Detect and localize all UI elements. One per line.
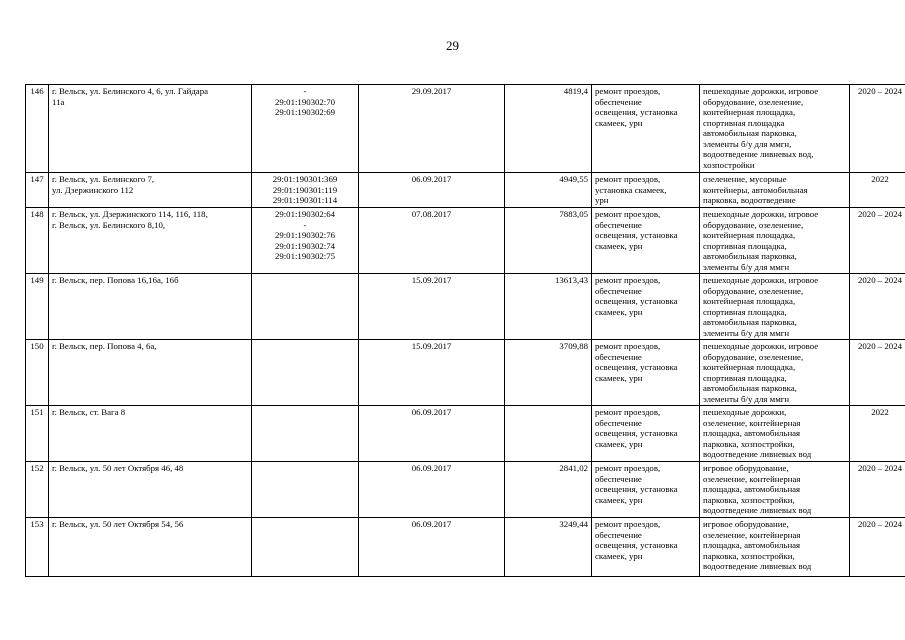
table-row	[26, 208, 905, 274]
date-cell: 06.09.2017	[359, 173, 505, 208]
cadastral-numbers-cell: - 29:01:190302:70 29:01:190302:69	[252, 85, 359, 173]
address-cell: г. Вельск, ул. Белинского 7, ул. Дзержинского 112	[49, 173, 252, 208]
area-cell: 7883,05	[505, 208, 592, 274]
additional-works-cell: игровое оборудование, озеленение, контейнерная площадка, автомобильная парковка, хозпостройки, водоотведение ливневых вод	[700, 462, 850, 518]
table-row	[26, 462, 905, 518]
table-row	[26, 173, 905, 208]
minimum-works-cell: ремонт проездов, обеспечение освещения, установка скамеек, урн	[592, 208, 700, 274]
improvement-registry-table	[25, 84, 905, 577]
area-cell	[505, 406, 592, 462]
row-number-cell: 153	[26, 518, 49, 577]
minimum-works-cell: ремонт проездов, обеспечение освещения, установка скамеек, урн	[592, 462, 700, 518]
additional-works-cell: пешеходные дорожки, игровое оборудование, озеленение, контейнерная площадка, спортивная площадка, автомобильная парковка, элементы б/у для ммгн	[700, 340, 850, 406]
area-cell: 4949,55	[505, 173, 592, 208]
address-cell: г. Вельск, пер. Попова 4, 6а,	[49, 340, 252, 406]
address-cell: г. Вельск, ул. Дзержинского 114, 116, 118, г. Вельск, ул. Белинского 8,10,	[49, 208, 252, 274]
table-row	[26, 340, 905, 406]
cadastral-numbers-cell	[252, 274, 359, 340]
area-cell: 3709,88	[505, 340, 592, 406]
cadastral-numbers-cell	[252, 518, 359, 577]
area-cell: 13613,43	[505, 274, 592, 340]
additional-works-cell: игровое оборудование, озеленение, контейнерная площадка, автомобильная парковка, хозпостройки, водоотведение ливневых вод	[700, 518, 850, 577]
period-cell: 2020 – 2024	[850, 208, 905, 274]
cadastral-numbers-cell: 29:01:190302:64 - 29:01:190302:76 29:01:190302:74 29:01:190302:75	[252, 208, 359, 274]
row-number-cell: 146	[26, 85, 49, 173]
minimum-works-cell: ремонт проездов, обеспечение освещения, установка скамеек, урн	[592, 274, 700, 340]
cadastral-numbers-cell: 29:01:190301:369 29:01:190301:119 29:01:190301:114	[252, 173, 359, 208]
cadastral-numbers-cell	[252, 340, 359, 406]
minimum-works-cell: ремонт проездов, обеспечение освещения, установка скамеек, урн	[592, 518, 700, 577]
date-cell: 15.09.2017	[359, 340, 505, 406]
table-row	[26, 518, 905, 577]
date-cell: 06.09.2017	[359, 406, 505, 462]
cadastral-numbers-cell	[252, 406, 359, 462]
date-cell: 15.09.2017	[359, 274, 505, 340]
date-cell: 07.08.2017	[359, 208, 505, 274]
period-cell: 2020 – 2024	[850, 340, 905, 406]
period-cell: 2020 – 2024	[850, 85, 905, 173]
additional-works-cell: озеленение, мусорные контейнеры, автомобильная парковка, водоотведение	[700, 173, 850, 208]
date-cell: 06.09.2017	[359, 518, 505, 577]
area-cell: 4819,4	[505, 85, 592, 173]
minimum-works-cell: ремонт проездов, обеспечение освещения, установка скамеек, урн	[592, 85, 700, 173]
page-number: 29	[446, 38, 459, 53]
address-cell: г. Вельск, пер. Попова 16,16а, 16б	[49, 274, 252, 340]
address-cell: г. Вельск, ст. Вага 8	[49, 406, 252, 462]
additional-works-cell: пешеходные дорожки, игровое оборудование, озеленение, контейнерная площадка, спортивная площадка, автомобильная парковка, элементы б/у для ммгн	[700, 274, 850, 340]
additional-works-cell: пешеходные дорожки, игровое оборудование, озеленение, контейнерная площадка, спортивная площадка автомобильная парковка, элементы б/у для ммгн, водоотведение ливневых вод, хозпостройки	[700, 85, 850, 173]
minimum-works-cell: ремонт проездов, обеспечение освещения, установка скамеек, урн	[592, 340, 700, 406]
address-cell: г. Вельск, ул. 50 лет Октября 54, 56	[49, 518, 252, 577]
period-cell: 2022	[850, 173, 905, 208]
period-cell: 2020 – 2024	[850, 518, 905, 577]
cadastral-numbers-cell	[252, 462, 359, 518]
row-number-cell: 147	[26, 173, 49, 208]
period-cell: 2020 – 2024	[850, 274, 905, 340]
area-cell: 2841,02	[505, 462, 592, 518]
table-row	[26, 406, 905, 462]
additional-works-cell: пешеходные дорожки, озеленение, контейнерная площадка, автомобильная парковка, хозпостройки, водоотведение ливневых вод	[700, 406, 850, 462]
row-number-cell: 148	[26, 208, 49, 274]
address-cell: г. Вельск, ул. 50 лет Октября 46, 48	[49, 462, 252, 518]
period-cell: 2022	[850, 406, 905, 462]
address-cell: г. Вельск, ул. Белинского 4, 6, ул. Гайдара 11а	[49, 85, 252, 173]
date-cell: 29.09.2017	[359, 85, 505, 173]
table-row	[26, 274, 905, 340]
row-number-cell: 149	[26, 274, 49, 340]
row-number-cell: 151	[26, 406, 49, 462]
table-row	[26, 85, 905, 173]
row-number-cell: 152	[26, 462, 49, 518]
period-cell: 2020 – 2024	[850, 462, 905, 518]
minimum-works-cell: ремонт проездов, обеспечение освещения, установка скамеек, урн	[592, 406, 700, 462]
area-cell: 3249,44	[505, 518, 592, 577]
minimum-works-cell: ремонт проездов, установка скамеек, урн	[592, 173, 700, 208]
additional-works-cell: пешеходные дорожки, игровое оборудование, озеленение, контейнерная площадка, спортивная площадка, автомобильная парковка, элементы б/у для ммгн	[700, 208, 850, 274]
date-cell: 06.09.2017	[359, 462, 505, 518]
row-number-cell: 150	[26, 340, 49, 406]
